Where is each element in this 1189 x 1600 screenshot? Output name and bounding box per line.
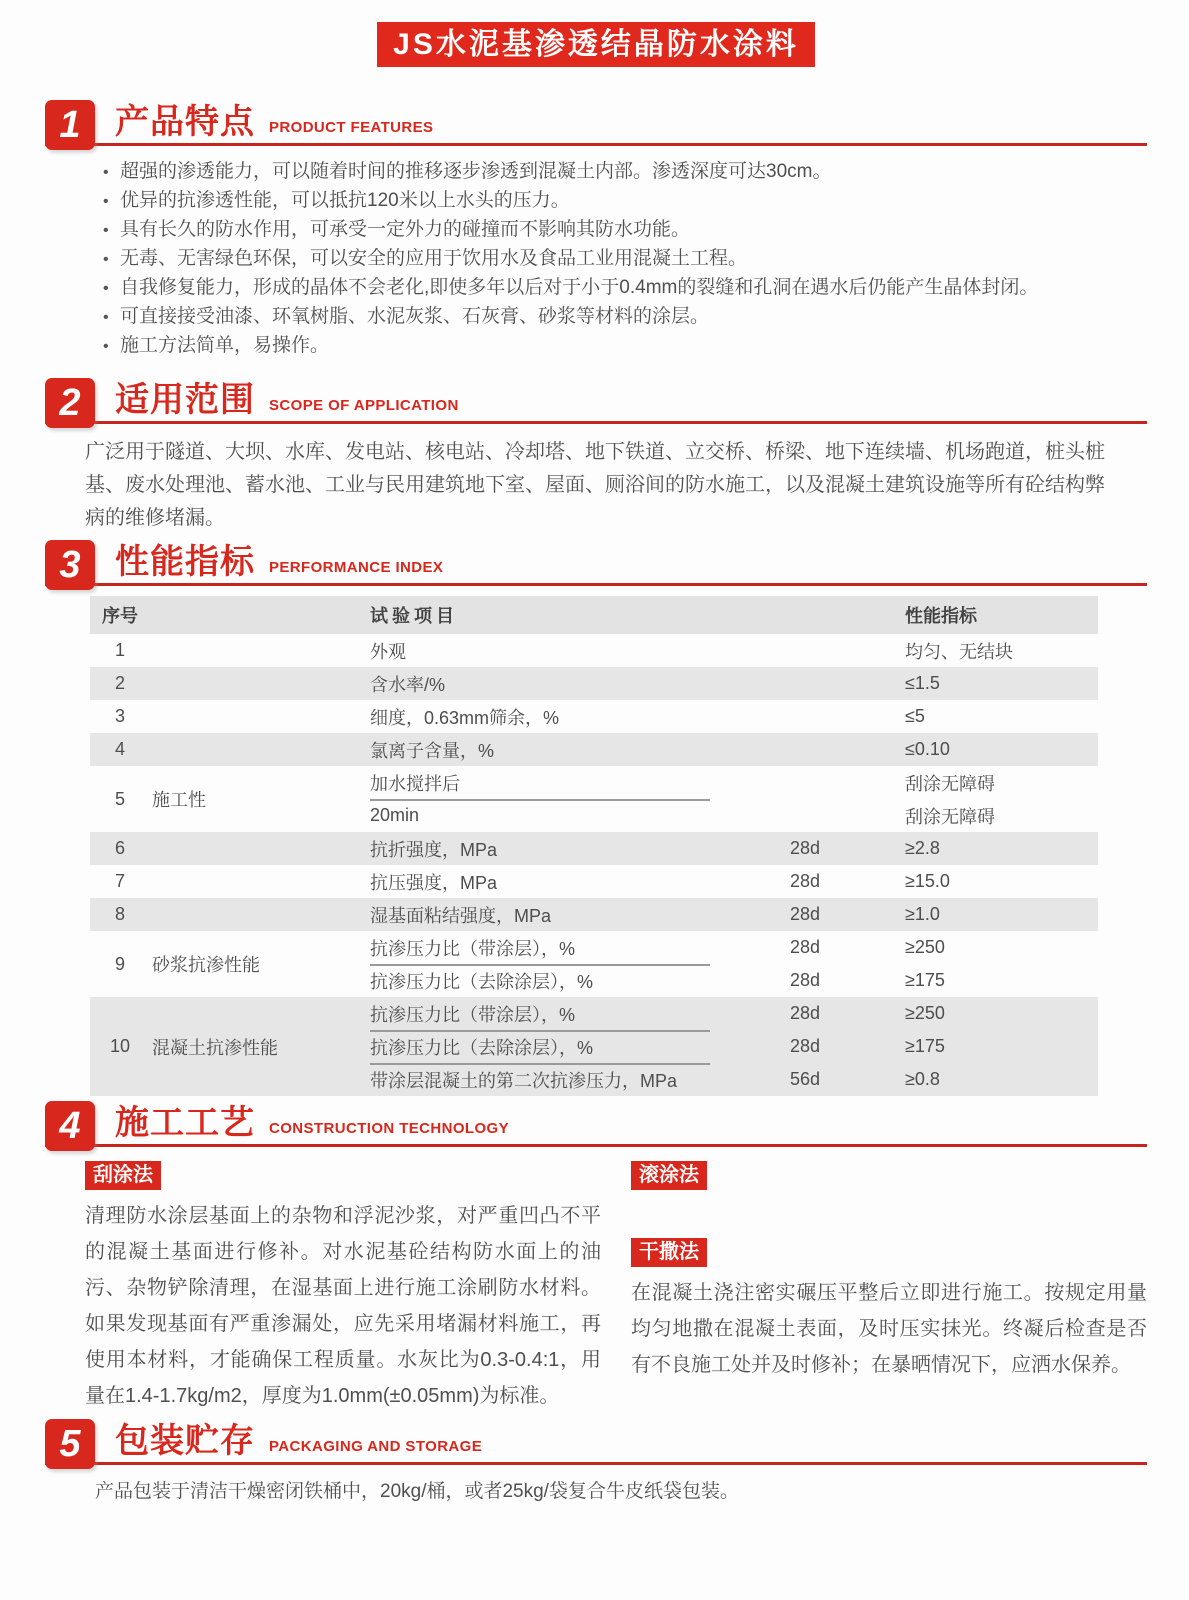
feature-text: 无毒、无害绿色环保，可以安全的应用于饮用水及食品工业用混凝土工程。 xyxy=(120,248,748,269)
title-bar xyxy=(45,22,1147,67)
cell-test-item: 外观 xyxy=(370,641,406,662)
cell-no: 8 xyxy=(114,904,125,924)
cell-items xyxy=(370,832,1098,865)
cell-no: 1 xyxy=(114,640,125,660)
table-subrow xyxy=(370,865,1098,898)
cell-test-item: 抗压强度，MPa xyxy=(370,872,498,893)
cell-index-value: ≥0.8 xyxy=(905,1069,940,1089)
section-title: 包装贮存 xyxy=(115,1422,255,1460)
section-subtitle: CONSTRUCTION TECHNOLOGY xyxy=(269,1120,510,1137)
feature-item xyxy=(103,303,1147,332)
cell-test-item: 20min xyxy=(370,805,420,825)
cell-index-value: ≥175 xyxy=(905,1036,945,1056)
cell-index-value: ≤5 xyxy=(905,706,925,726)
section-features-header xyxy=(45,105,1147,146)
table-row xyxy=(90,733,1098,766)
table-subrow xyxy=(370,898,1098,931)
section-number-badge: 4 xyxy=(45,1101,95,1151)
cell-test-item: 抗渗压力比（带涂层），% xyxy=(370,938,576,959)
cell-test-item: 细度，0.63mm筛余，% xyxy=(370,707,560,728)
cell-group xyxy=(150,634,370,667)
cell-group xyxy=(150,898,370,931)
table-row xyxy=(90,997,1098,1096)
method-columns xyxy=(85,1161,1147,1414)
cell-age: 28d xyxy=(790,1036,821,1056)
cell-age: 56d xyxy=(790,1069,821,1089)
cell-group: 混凝土抗渗性能 xyxy=(152,1037,278,1058)
feature-item xyxy=(103,332,1147,361)
cell-age: 28d xyxy=(790,1003,821,1023)
cell-index-value: ≥2.8 xyxy=(905,838,940,858)
method-column-left xyxy=(85,1161,601,1414)
section-title: 产品特点 xyxy=(115,103,255,141)
cell-items xyxy=(370,667,1098,700)
section-subtitle: PERFORMANCE INDEX xyxy=(269,559,444,576)
table-subrow xyxy=(370,997,1098,1030)
table-header-subrow xyxy=(370,596,1098,634)
table-subrow xyxy=(370,667,1098,700)
table-row xyxy=(90,700,1098,733)
section-title: 施工工艺 xyxy=(115,1104,255,1142)
cell-no: 4 xyxy=(114,739,125,759)
section-number-badge: 3 xyxy=(45,540,95,590)
feature-text: 优异的抗渗透性能，可以抵抗120米以上水头的压力。 xyxy=(120,190,570,211)
feature-list xyxy=(103,158,1147,361)
cell-test-item: 带涂层混凝土的第二次抗渗压力，MPa xyxy=(370,1070,678,1091)
cell-group xyxy=(150,733,370,766)
cell-items xyxy=(370,700,1098,733)
method-body-dry-sprinkle: 在混凝土浇注密实碾压平整后立即进行施工。按规定用量均匀地撒在混凝土表面，及时压实抹光。终凝后检查是否有不良施工处并及时修补；在暴晒情况下，应洒水保养。 xyxy=(631,1282,1147,1376)
table-subrow xyxy=(370,1030,1098,1063)
table-row xyxy=(90,667,1098,700)
cell-index-value: 刮涂无障碍 xyxy=(905,773,995,794)
cell-items xyxy=(370,898,1098,931)
table-subrow xyxy=(370,1063,1098,1096)
col-header-index: 性能指标 xyxy=(905,606,977,626)
cell-test-item: 抗渗压力比（带涂层），% xyxy=(370,1004,576,1025)
cell-group xyxy=(150,865,370,898)
method-label-scrape: 刮涂法 xyxy=(85,1161,161,1190)
performance-table xyxy=(90,596,1098,1096)
performance-table-body xyxy=(90,634,1098,1096)
feature-text: 自我修复能力，形成的晶体不会老化,即使多年以后对于小于0.4mm的裂缝和孔洞在遇水后仍能产生晶体封闭。 xyxy=(120,277,1039,298)
cell-group xyxy=(150,832,370,865)
cell-age: 28d xyxy=(790,970,821,990)
table-subrow xyxy=(370,700,1098,733)
method-body-scrape: 清理防水涂层基面上的杂物和浮泥沙浆，对严重凹凸不平的混凝土基面进行修补。对水泥基砼结构防水面上的油污、杂物铲除清理，在湿基面上进行施工涂刷防水材料。如果发现基面有严重渗漏处，应先采用堵漏材料施工，再使用本材料，才能确保工程质量。水灰比为0.3-0.4:1，用量在1.4-1.7kg/m2，厚度为1.0mm(±0.05mm)为标准。 xyxy=(85,1205,601,1407)
section-subtitle: PRODUCT FEATURES xyxy=(269,119,434,136)
section-construction-header xyxy=(45,1106,1147,1147)
bullet-dot-icon: • xyxy=(103,193,109,210)
bullet-dot-icon: • xyxy=(103,338,109,355)
section-features xyxy=(45,105,1147,361)
cell-items xyxy=(370,931,1098,997)
cell-no: 10 xyxy=(109,1036,131,1056)
section-subtitle: SCOPE OF APPLICATION xyxy=(269,397,459,414)
col-header-test-item: 试验项目 xyxy=(370,606,458,626)
method-label-roll: 滚涂法 xyxy=(631,1161,707,1190)
cell-no: 7 xyxy=(114,871,125,891)
cell-index-value: ≥175 xyxy=(905,970,945,990)
cell-age: 28d xyxy=(790,904,821,924)
cell-items xyxy=(370,997,1098,1096)
cell-index-value: ≥15.0 xyxy=(905,871,950,891)
table-row xyxy=(90,766,1098,832)
cell-index-value: ≤0.10 xyxy=(905,739,950,759)
bullet-dot-icon: • xyxy=(103,309,109,326)
section-packaging xyxy=(45,1424,1147,1507)
section-number-badge: 5 xyxy=(45,1419,95,1469)
scope-paragraph: 广泛用于隧道、大坝、水库、发电站、核电站、冷却塔、地下铁道、立交桥、桥梁、地下连续墙、机场跑道，桩头桩基、废水处理池、蓄水池、工业与民用建筑地下室、屋面、厕浴间的防水施工，以及混凝土建筑设施等所有砼结构弊病的维修堵漏。 xyxy=(85,441,1105,529)
table-subrow xyxy=(370,799,1098,832)
cell-no: 2 xyxy=(114,673,125,693)
feature-item xyxy=(103,187,1147,216)
cell-test-item: 湿基面粘结强度，MPa xyxy=(370,905,552,926)
feature-item xyxy=(103,158,1147,187)
table-row xyxy=(90,898,1098,931)
table-row xyxy=(90,832,1098,865)
method-column-right xyxy=(631,1161,1147,1414)
cell-group xyxy=(150,667,370,700)
method-label-dry-sprinkle: 干撒法 xyxy=(631,1238,707,1267)
cell-no: 3 xyxy=(114,706,125,726)
table-subrow xyxy=(370,964,1098,997)
cell-no: 5 xyxy=(114,788,125,809)
section-scope-header xyxy=(45,383,1147,424)
cell-index-value: ≥250 xyxy=(905,937,945,957)
cell-test-item: 氯离子含量，% xyxy=(370,740,495,761)
table-subrow xyxy=(370,766,1098,799)
feature-text: 可直接接受油漆、环氧树脂、水泥灰浆、石灰膏、砂浆等材料的涂层。 xyxy=(120,306,710,327)
cell-items xyxy=(370,766,1098,832)
feature-item xyxy=(103,245,1147,274)
cell-test-item: 加水搅拌后 xyxy=(370,773,460,794)
table-row xyxy=(90,634,1098,667)
cell-test-item: 抗渗压力比（去除涂层），% xyxy=(370,1037,594,1058)
section-construction xyxy=(45,1106,1147,1414)
cell-age: 28d xyxy=(790,937,821,957)
table-subrow xyxy=(370,832,1098,865)
cell-no: 6 xyxy=(114,838,125,858)
cell-items xyxy=(370,634,1098,667)
table-header-row xyxy=(90,596,1098,634)
bullet-dot-icon: • xyxy=(103,251,109,268)
table-row xyxy=(90,931,1098,997)
feature-text: 具有长久的防水作用，可承受一定外力的碰撞而不影响其防水功能。 xyxy=(120,219,691,240)
cell-group: 砂浆抗渗性能 xyxy=(152,955,260,975)
section-subtitle: PACKAGING AND STORAGE xyxy=(269,1438,483,1455)
cell-no: 9 xyxy=(114,953,125,974)
feature-text: 超强的渗透能力，可以随着时间的推移逐步渗透到混凝土内部。渗透深度可达30cm。 xyxy=(120,161,832,182)
table-subrow xyxy=(370,931,1098,964)
cell-items xyxy=(370,865,1098,898)
cell-test-item: 抗折强度，MPa xyxy=(370,839,498,860)
section-performance-header xyxy=(45,545,1147,586)
col-header-items xyxy=(370,596,1098,634)
section-number-badge: 1 xyxy=(45,100,95,150)
col-header-spacer xyxy=(150,596,370,634)
cell-index-value: 均匀、无结块 xyxy=(905,641,1013,662)
bullet-dot-icon: • xyxy=(103,222,109,239)
section-title: 性能指标 xyxy=(115,543,255,581)
bullet-dot-icon: • xyxy=(103,280,109,297)
section-packaging-header xyxy=(45,1424,1147,1465)
cell-items xyxy=(370,733,1098,766)
table-row xyxy=(90,865,1098,898)
cell-index-value: 刮涂无障碍 xyxy=(905,806,995,827)
cell-index-value: ≤1.5 xyxy=(905,673,940,693)
feature-text: 施工方法简单，易操作。 xyxy=(120,335,330,356)
cell-index-value: ≥1.0 xyxy=(905,904,940,924)
feature-item xyxy=(103,216,1147,245)
section-performance xyxy=(45,545,1147,1096)
cell-group: 施工性 xyxy=(152,790,206,810)
cell-test-item: 抗渗压力比（去除涂层），% xyxy=(370,971,594,992)
section-scope xyxy=(45,383,1147,535)
cell-test-item: 含水率/% xyxy=(370,674,446,695)
table-subrow xyxy=(370,634,1098,667)
col-header-no: 序号 xyxy=(102,606,138,626)
page-title: JS水泥基渗透结晶防水涂料 xyxy=(377,22,815,67)
section-number-badge: 2 xyxy=(45,378,95,428)
bullet-dot-icon: • xyxy=(103,164,109,181)
cell-index-value: ≥250 xyxy=(905,1003,945,1023)
cell-group xyxy=(150,700,370,733)
cell-age: 28d xyxy=(790,838,821,858)
table-subrow xyxy=(370,733,1098,766)
cell-age: 28d xyxy=(790,871,821,891)
packaging-paragraph: 产品包装于清洁干燥密闭铁桶中，20kg/桶，或者25kg/袋复合牛皮纸袋包装。 xyxy=(95,1481,739,1502)
section-title: 适用范围 xyxy=(115,381,255,419)
feature-item xyxy=(103,274,1147,303)
